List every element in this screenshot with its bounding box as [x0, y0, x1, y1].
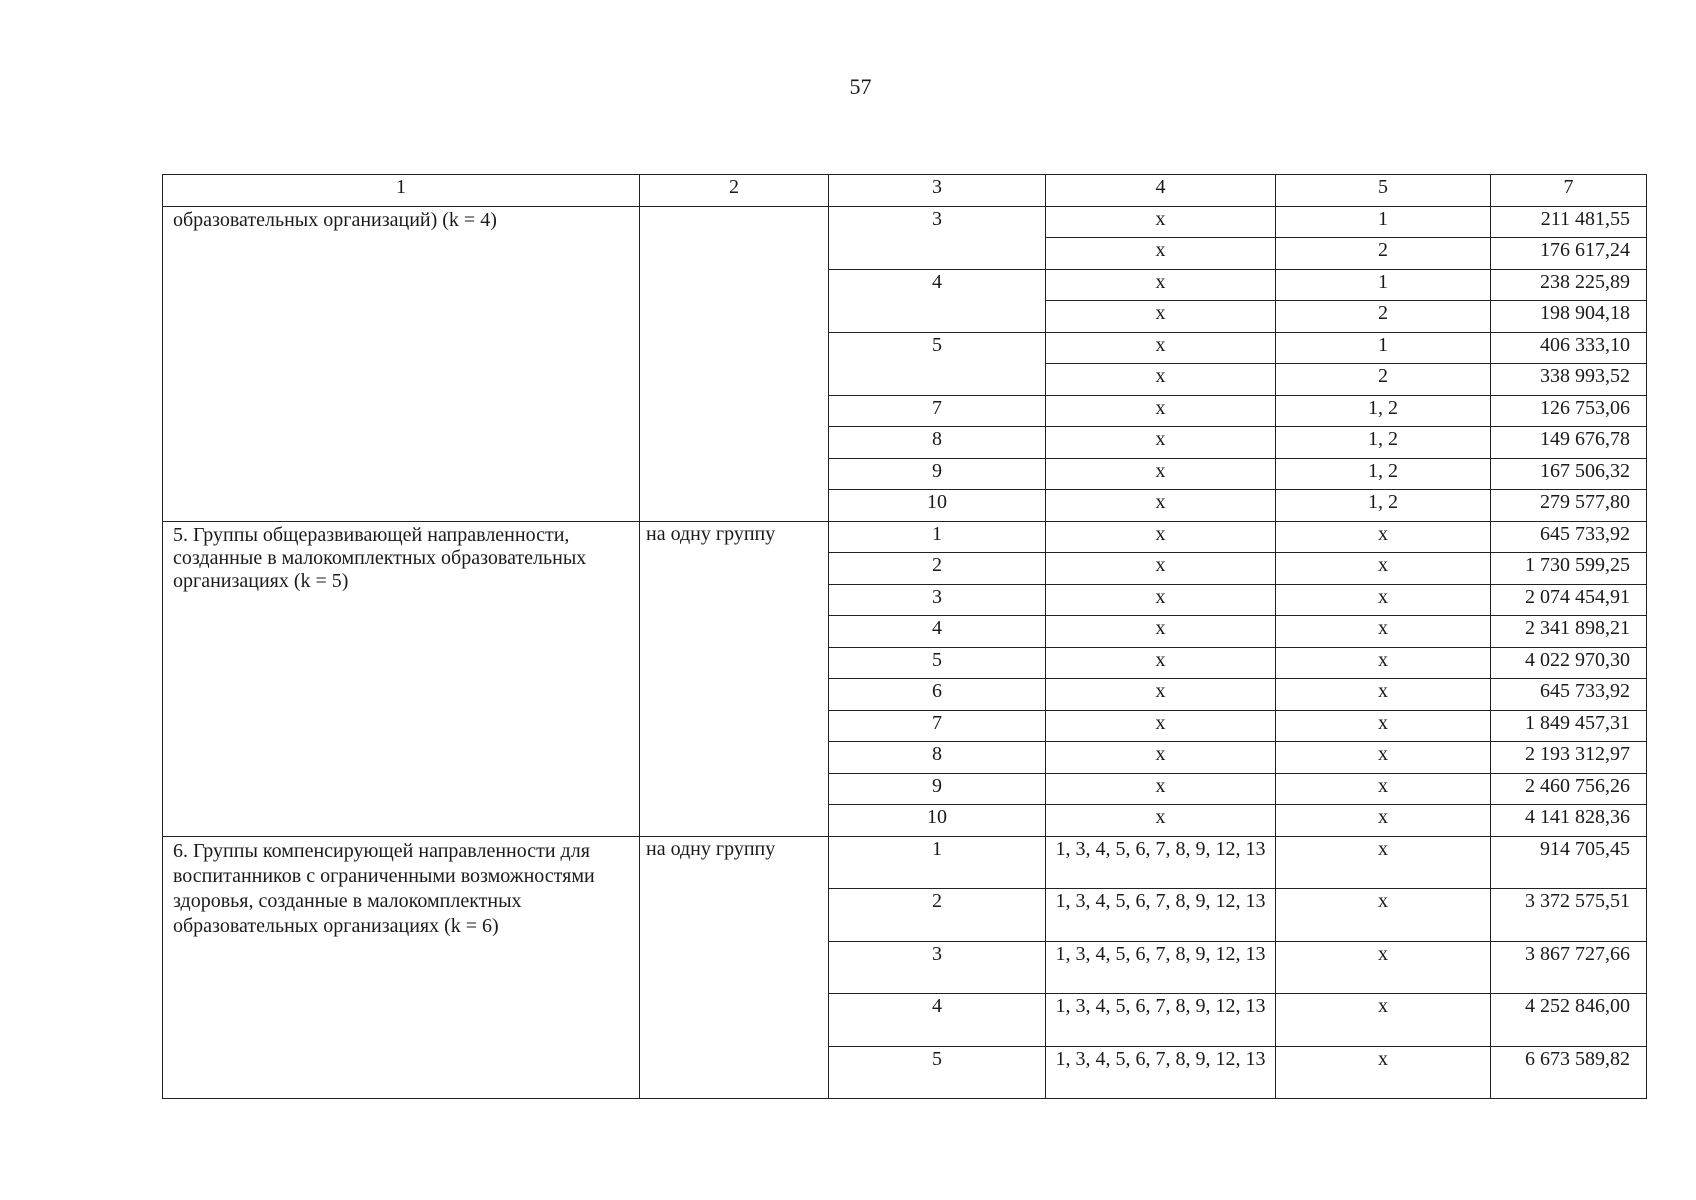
cell-col4: x	[1046, 679, 1276, 711]
header-row	[163, 175, 1647, 207]
cell-col7: 2 074 454,91	[1491, 584, 1647, 616]
cell-col7: 198 904,18	[1491, 301, 1647, 333]
cell-col5: 2	[1276, 301, 1491, 333]
cell-col4: x	[1046, 710, 1276, 742]
cell-col3: 3	[829, 584, 1046, 616]
page-number: 57	[849, 74, 872, 99]
cell-col3: 1	[829, 521, 1046, 553]
cell-col3: 2	[829, 553, 1046, 585]
cell-col3: 7	[829, 710, 1046, 742]
cell-col5: x	[1276, 994, 1491, 1047]
cell-col3: 6	[829, 679, 1046, 711]
cell-col4: x	[1046, 521, 1276, 553]
group-description: 5. Группы общеразвивающей направленности, созданные в малокомплектных образовательных организациях (k = 5)	[163, 521, 640, 836]
cell-col7: 149 676,78	[1491, 427, 1647, 459]
cell-col5: 1, 2	[1276, 395, 1491, 427]
column-header: 7	[1491, 175, 1647, 207]
cell-col5: x	[1276, 889, 1491, 942]
column-header: 5	[1276, 175, 1491, 207]
cell-col5: x	[1276, 1046, 1491, 1099]
cell-col7: 176 617,24	[1491, 238, 1647, 270]
cell-col3: 10	[829, 805, 1046, 837]
cell-col4: x	[1046, 553, 1276, 585]
cell-col4: x	[1046, 364, 1276, 396]
table-row	[163, 521, 1647, 553]
cell-col4: 1, 3, 4, 5, 6, 7, 8, 9, 12, 13	[1046, 889, 1276, 942]
cell-col4: x	[1046, 647, 1276, 679]
cell-col7: 406 333,10	[1491, 332, 1647, 364]
cell-col7: 279 577,80	[1491, 490, 1647, 522]
data-table	[162, 174, 1647, 1099]
cell-col5: x	[1276, 836, 1491, 889]
group-unit: на одну группу	[640, 521, 829, 836]
cell-col4: x	[1046, 805, 1276, 837]
cell-col4: x	[1046, 332, 1276, 364]
cell-col4: x	[1046, 742, 1276, 774]
cell-col3: 10	[829, 490, 1046, 522]
cell-col7: 4 252 846,00	[1491, 994, 1647, 1047]
group-description: 6. Группы компенсирующей направленности для воспитанников с ограниченными возможностями здоровья, созданные в малокомплектных образовательных организациях (k = 6)	[163, 836, 640, 1099]
cell-col3: 7	[829, 395, 1046, 427]
cell-col7: 3 867 727,66	[1491, 941, 1647, 994]
cell-col3: 4	[829, 616, 1046, 648]
column-header: 1	[163, 175, 640, 207]
cell-col5: 2	[1276, 238, 1491, 270]
cell-col5: x	[1276, 805, 1491, 837]
cell-col5: x	[1276, 521, 1491, 553]
cell-col4: x	[1046, 458, 1276, 490]
cell-col7: 338 993,52	[1491, 364, 1647, 396]
cell-col3: 3	[829, 206, 1046, 269]
cell-col5: x	[1276, 773, 1491, 805]
cell-col3: 9	[829, 458, 1046, 490]
cell-col4: 1, 3, 4, 5, 6, 7, 8, 9, 12, 13	[1046, 994, 1276, 1047]
cell-col7: 2 341 898,21	[1491, 616, 1647, 648]
cell-col3: 5	[829, 647, 1046, 679]
cell-col5: x	[1276, 710, 1491, 742]
cell-col3: 3	[829, 941, 1046, 994]
cell-col3: 4	[829, 269, 1046, 332]
cell-col7: 1 730 599,25	[1491, 553, 1647, 585]
cell-col7: 211 481,55	[1491, 206, 1647, 238]
group-unit	[640, 206, 829, 521]
cell-col7: 4 141 828,36	[1491, 805, 1647, 837]
cell-col7: 167 506,32	[1491, 458, 1647, 490]
group-description: образовательных организаций) (k = 4)	[163, 206, 640, 521]
cell-col3: 9	[829, 773, 1046, 805]
cell-col3: 4	[829, 994, 1046, 1047]
cell-col4: x	[1046, 490, 1276, 522]
cell-col5: x	[1276, 679, 1491, 711]
cell-col5: x	[1276, 553, 1491, 585]
cell-col3: 8	[829, 742, 1046, 774]
cell-col5: 1	[1276, 269, 1491, 301]
cell-col4: x	[1046, 616, 1276, 648]
table-row	[163, 836, 1647, 889]
column-header: 3	[829, 175, 1046, 207]
cell-col5: 1, 2	[1276, 427, 1491, 459]
column-header: 4	[1046, 175, 1276, 207]
cell-col5: x	[1276, 616, 1491, 648]
cell-col4: x	[1046, 238, 1276, 270]
cell-col4: x	[1046, 395, 1276, 427]
cell-col3: 5	[829, 1046, 1046, 1099]
cell-col3: 8	[829, 427, 1046, 459]
cell-col4: x	[1046, 206, 1276, 238]
cell-col7: 3 372 575,51	[1491, 889, 1647, 942]
cell-col5: x	[1276, 647, 1491, 679]
cell-col7: 2 460 756,26	[1491, 773, 1647, 805]
cell-col5: 2	[1276, 364, 1491, 396]
cell-col7: 238 225,89	[1491, 269, 1647, 301]
cell-col7: 645 733,92	[1491, 679, 1647, 711]
cell-col4: 1, 3, 4, 5, 6, 7, 8, 9, 12, 13	[1046, 836, 1276, 889]
cell-col4: x	[1046, 269, 1276, 301]
group-unit: на одну группу	[640, 836, 829, 1099]
cell-col5: 1, 2	[1276, 490, 1491, 522]
cell-col5: 1	[1276, 332, 1491, 364]
cell-col4: x	[1046, 427, 1276, 459]
cell-col4: x	[1046, 584, 1276, 616]
cell-col7: 645 733,92	[1491, 521, 1647, 553]
cell-col5: 1	[1276, 206, 1491, 238]
cell-col7: 126 753,06	[1491, 395, 1647, 427]
column-header: 2	[640, 175, 829, 207]
cell-col5: x	[1276, 742, 1491, 774]
cell-col4: 1, 3, 4, 5, 6, 7, 8, 9, 12, 13	[1046, 941, 1276, 994]
cell-col5: 1, 2	[1276, 458, 1491, 490]
cell-col7: 914 705,45	[1491, 836, 1647, 889]
cell-col7: 6 673 589,82	[1491, 1046, 1647, 1099]
cell-col7: 4 022 970,30	[1491, 647, 1647, 679]
cell-col3: 1	[829, 836, 1046, 889]
cell-col4: 1, 3, 4, 5, 6, 7, 8, 9, 12, 13	[1046, 1046, 1276, 1099]
cell-col7: 1 849 457,31	[1491, 710, 1647, 742]
cell-col5: x	[1276, 584, 1491, 616]
cell-col4: x	[1046, 301, 1276, 333]
cell-col4: x	[1046, 773, 1276, 805]
cell-col5: x	[1276, 941, 1491, 994]
table-row	[163, 206, 1647, 238]
cell-col7: 2 193 312,97	[1491, 742, 1647, 774]
cell-col3: 2	[829, 889, 1046, 942]
cell-col3: 5	[829, 332, 1046, 395]
